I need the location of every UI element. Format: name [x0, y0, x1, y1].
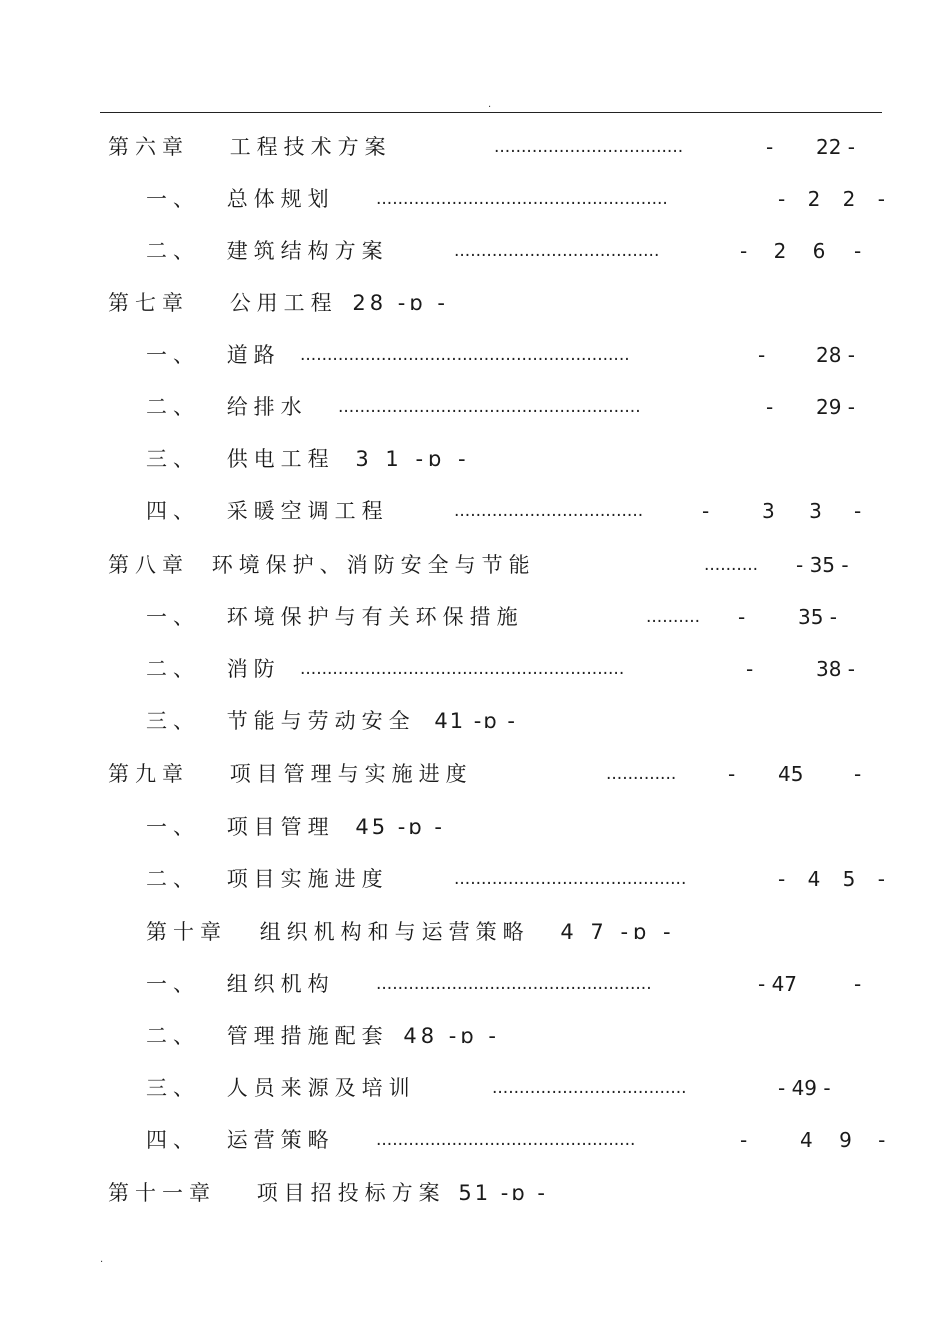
- toc-label: 四、: [146, 1128, 200, 1152]
- toc-label: 第七章: [108, 291, 189, 315]
- toc-entry-chapter-7: [108, 288, 449, 318]
- toc-label: 一、: [146, 815, 200, 839]
- toc-page-part: - 35 -: [796, 553, 849, 577]
- toc-entry-chapter-9: [108, 759, 862, 789]
- toc-page-part: -: [746, 657, 754, 681]
- toc-leader: .............................................................: [300, 345, 630, 365]
- toc-entry-chapter-8: [108, 550, 849, 580]
- toc-title: 公用工程: [229, 291, 338, 315]
- toc-title: 项目招投标方案: [256, 1181, 446, 1205]
- toc-entry-section: [146, 1125, 896, 1155]
- toc-page-part: 45: [778, 762, 804, 786]
- toc-entry-section: [146, 812, 445, 842]
- toc-label: 第六章: [108, 135, 189, 159]
- toc-title: 项目管理与实施进度: [229, 762, 473, 786]
- toc-page-number: 48 -ɒ -: [403, 1024, 500, 1048]
- toc-leader: .............: [606, 764, 677, 784]
- toc-entry-section: [146, 392, 856, 422]
- toc-page-part: - 49 -: [778, 1076, 831, 1100]
- toc-entry-section: [146, 654, 856, 684]
- toc-leader: ...................................................: [376, 974, 652, 994]
- toc-leader: ................................................: [376, 1130, 636, 1150]
- header-rule: [100, 112, 882, 113]
- toc-title: 环境保护与有关环保措施: [226, 605, 524, 629]
- toc-page-part: 38 -: [816, 657, 856, 681]
- toc-label: 四、: [146, 499, 200, 523]
- toc-entry-section: [146, 706, 517, 736]
- toc-entry-section: [146, 236, 862, 266]
- toc-entry-chapter-6: [108, 132, 856, 162]
- toc-page-part: -: [854, 239, 862, 263]
- toc-page-part: 28 -: [816, 343, 856, 367]
- toc-label: 三、: [146, 1076, 200, 1100]
- toc-title: 总体规划: [226, 187, 335, 211]
- toc-page-part: - 2 2 -: [778, 187, 893, 211]
- toc-title: 组织机构和与运营策略: [259, 920, 530, 944]
- toc-page-part: -: [758, 343, 766, 367]
- header-mark: .: [488, 99, 492, 110]
- toc-page-number: 45 -ɒ -: [355, 815, 445, 839]
- toc-title: 道路: [226, 343, 281, 367]
- toc-label: 第十一章: [108, 1181, 216, 1205]
- toc-page-number: 28 -ɒ -: [352, 291, 449, 315]
- toc-title: 供电工程: [226, 447, 335, 471]
- toc-entry-section: [146, 864, 893, 894]
- toc-page-part: 29 -: [816, 395, 856, 419]
- toc-title: 管理措施配套: [226, 1024, 389, 1048]
- toc-entry-section: [146, 969, 862, 999]
- toc-title: 组织机构: [226, 972, 335, 996]
- toc-entry-section: [146, 444, 471, 474]
- toc-entry-section: [146, 1073, 831, 1103]
- toc-page-part: 3 3: [762, 499, 836, 523]
- toc-leader: ....................................: [492, 1078, 687, 1098]
- toc-page-part: -: [854, 972, 862, 996]
- toc-label: 一、: [146, 972, 200, 996]
- footer-mark: .: [100, 1254, 104, 1265]
- toc-page-number: 41 -ɒ -: [434, 709, 517, 733]
- toc-page-part: - 4 5 -: [778, 867, 893, 891]
- toc-page-number: 51 -ɒ -: [458, 1181, 548, 1205]
- toc-entry-chapter-11: [108, 1178, 548, 1208]
- toc-page-number: 4 7 -ɒ -: [560, 920, 676, 944]
- toc-page-part: - 2 6: [740, 239, 836, 263]
- toc-label: 二、: [146, 395, 200, 419]
- toc-title: 消防: [226, 657, 281, 681]
- toc-label: 第十章: [146, 920, 227, 944]
- toc-label: 二、: [146, 1024, 200, 1048]
- toc-label: 二、: [146, 867, 200, 891]
- toc-entry-section: [146, 602, 838, 632]
- toc-title: 工程技术方案: [229, 135, 392, 159]
- toc-leader: ..........: [646, 607, 701, 627]
- toc-label: 三、: [146, 709, 200, 733]
- toc-page-part: -: [854, 499, 862, 523]
- toc-leader: ......................................................: [376, 189, 668, 209]
- toc-entry-section: [146, 1021, 500, 1051]
- toc-title: 给排水: [226, 395, 308, 419]
- toc-label: 二、: [146, 657, 200, 681]
- toc-page-part: 35 -: [798, 605, 838, 629]
- toc-page-part: -: [854, 762, 862, 786]
- toc-leader: ...................................: [494, 137, 684, 157]
- toc-entry-section: [146, 340, 856, 370]
- toc-title: 采暖空调工程: [226, 499, 389, 523]
- toc-label: 一、: [146, 187, 200, 211]
- toc-page-part: -: [702, 499, 710, 523]
- toc-title: 项目管理: [226, 815, 335, 839]
- toc-entry-section: [146, 184, 893, 214]
- toc-page-part: -: [728, 762, 736, 786]
- toc-label: 一、: [146, 605, 200, 629]
- toc-title: 建筑结构方案: [226, 239, 389, 263]
- toc-page-part: -: [738, 605, 746, 629]
- toc-label: 一、: [146, 343, 200, 367]
- toc-leader: ........................................................: [338, 397, 641, 417]
- toc-leader: ...................................: [454, 501, 644, 521]
- toc-page-part: 22 -: [816, 135, 856, 159]
- toc-label: 第八章: [108, 553, 189, 577]
- toc-page-part: - 47: [758, 972, 798, 996]
- toc-page-part: -: [766, 395, 774, 419]
- toc-title: 项目实施进度: [226, 867, 389, 891]
- toc-entry-chapter-10: [146, 917, 676, 947]
- toc-leader: ..........: [704, 555, 759, 575]
- toc-title: 节能与劳动安全: [226, 709, 416, 733]
- toc-label: 第九章: [108, 762, 189, 786]
- toc-label: 三、: [146, 447, 200, 471]
- toc-page-part: -: [740, 1128, 748, 1152]
- toc-leader: ......................................: [454, 241, 660, 261]
- toc-page-number: 3 1 -ɒ -: [355, 447, 471, 471]
- toc-label: 二、: [146, 239, 200, 263]
- toc-title: 运营策略: [226, 1128, 335, 1152]
- toc-title: 人员来源及培训: [226, 1076, 416, 1100]
- toc-leader: ............................................................: [300, 659, 625, 679]
- toc-title: 环境保护、消防安全与节能: [211, 553, 536, 577]
- toc-page-part: -: [766, 135, 774, 159]
- toc-entry-section: [146, 496, 862, 526]
- toc-page-part: 4 9 -: [800, 1128, 896, 1152]
- toc-leader: ...........................................: [454, 869, 687, 889]
